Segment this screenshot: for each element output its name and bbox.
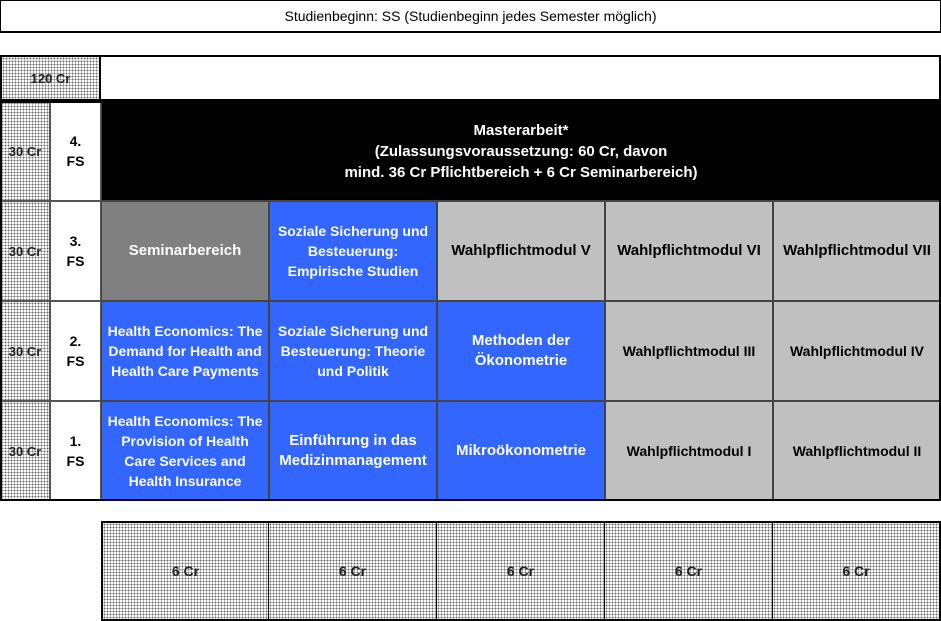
- module-wahlpflicht-v: Wahlpflichtmodul V: [437, 201, 605, 301]
- total-credits-label: 120 Cr: [30, 70, 71, 86]
- column-credits-3: [437, 521, 606, 621]
- semester-label-fs3: 3. FS: [50, 201, 101, 301]
- study-start-header: [0, 0, 941, 33]
- row-credits-fs3: [0, 201, 50, 301]
- row-credits-label: 30 Cr: [8, 243, 42, 259]
- column-credits-1: [101, 521, 270, 621]
- module-einfuehrung-medizinmanagement: Einführung in das Medizinmanagement: [269, 401, 437, 501]
- semester-label-fs1: 1. FS: [50, 401, 101, 501]
- module-soziale-sicherung-empirisch: Soziale Sicherung und Besteuerung: Empirische Studien: [269, 201, 437, 301]
- column-credits-label: 6 Cr: [842, 563, 870, 579]
- semester-label-fs4: 4. FS: [50, 101, 101, 201]
- module-wahlpflicht-vi: Wahlpflichtmodul VI: [605, 201, 773, 301]
- module-wahlpflicht-ii: Wahlpflichtmodul II: [773, 401, 941, 501]
- module-wahlpflicht-i: Wahlpflichtmodul I: [605, 401, 773, 501]
- module-wahlpflicht-iii: Wahlpflichtmodul III: [605, 301, 773, 401]
- row-credits-label: 30 Cr: [8, 143, 42, 159]
- module-wahlpflicht-iv: Wahlpflichtmodul IV: [773, 301, 941, 401]
- column-credits-label: 6 Cr: [674, 563, 703, 579]
- row-credits-fs4: [0, 101, 50, 201]
- total-credits-cell: [0, 55, 101, 101]
- row-credits-label: 30 Cr: [8, 443, 42, 459]
- module-soziale-sicherung-theorie: Soziale Sicherung und Besteuerung: Theorie und Politik: [269, 301, 437, 401]
- master-thesis-block: Masterarbeit* (Zulassungsvoraussetzung: 60 Cr, davon mind. 36 Cr Pflichtbereich + 6 Cr Seminarbereich): [101, 101, 941, 201]
- column-credits-label: 6 Cr: [338, 563, 367, 579]
- module-mikrooekonometrie: Mikroökonometrie: [437, 401, 605, 501]
- column-credits-5: [773, 521, 941, 621]
- row-credits-fs2: [0, 301, 50, 401]
- module-wahlpflicht-vii: Wahlpflichtmodul VII: [773, 201, 941, 301]
- row-credits-label: 30 Cr: [8, 343, 42, 359]
- header-title: Studienbeginn: SS (Studienbeginn jedes Semester möglich): [284, 8, 657, 24]
- row-credits-fs1: [0, 401, 50, 501]
- column-credits-4: [605, 521, 774, 621]
- total-credits-spacer: [101, 55, 941, 101]
- column-credits-label: 6 Cr: [506, 563, 535, 579]
- module-health-economics-demand: Health Economics: The Demand for Health and Health Care Payments: [101, 301, 269, 401]
- module-seminarbereich: Seminarbereich: [101, 201, 269, 301]
- module-health-economics-provision: Health Economics: The Provision of Health Care Services and Health Insurance: [101, 401, 269, 501]
- semester-label-fs2: 2. FS: [50, 301, 101, 401]
- column-credits-label: 6 Cr: [171, 563, 200, 579]
- column-credits-2: [269, 521, 438, 621]
- module-methoden-oekonometrie: Methoden der Ökonometrie: [437, 301, 605, 401]
